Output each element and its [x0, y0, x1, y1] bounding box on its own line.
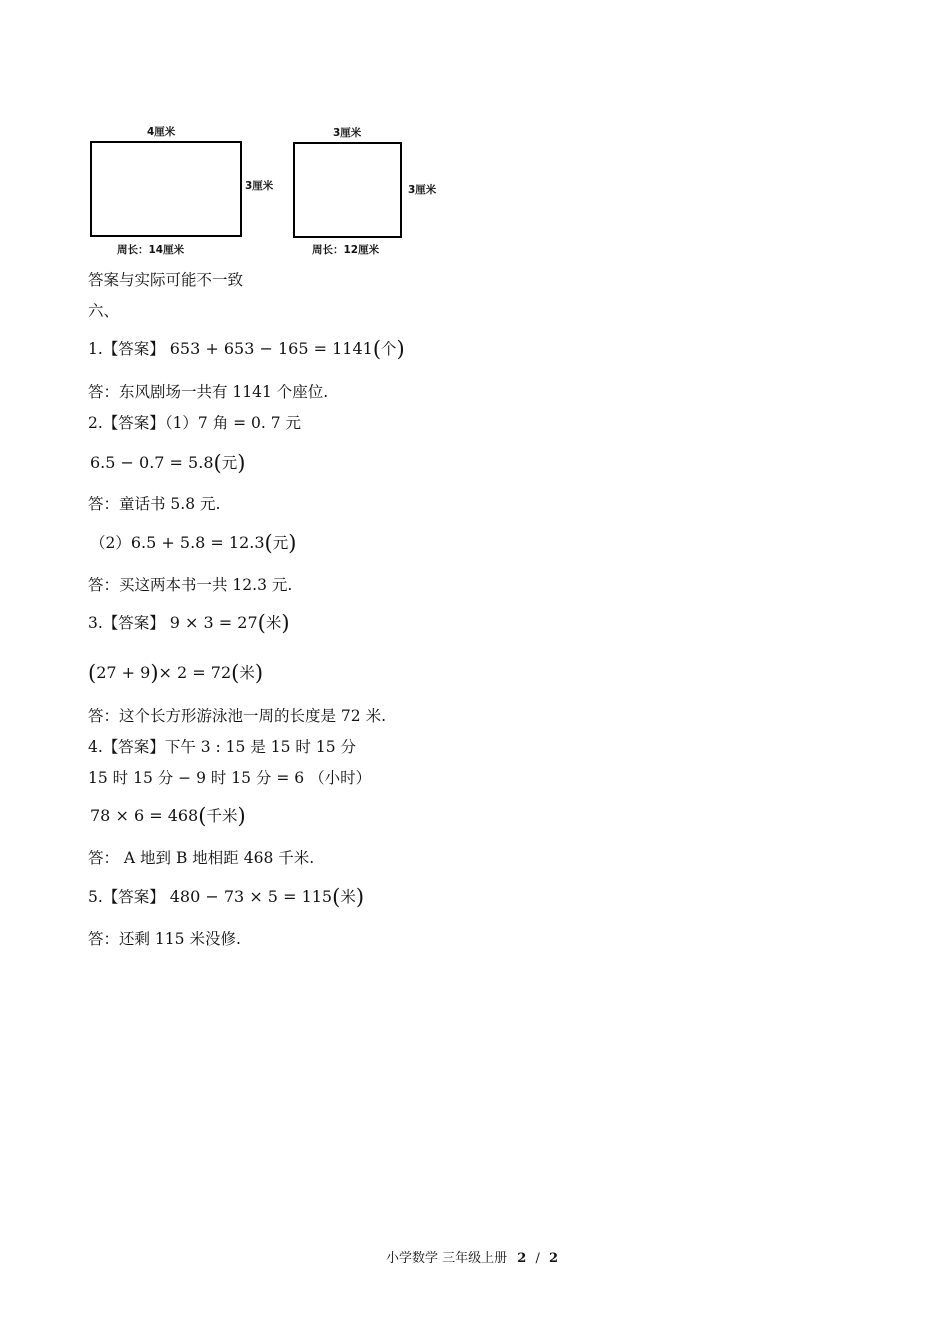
answer-tag: 【答案】: [102, 340, 165, 358]
answer-tag: 【答案】: [102, 414, 165, 432]
rect2-perimeter-label: 周长：12厘米: [312, 244, 380, 256]
answer-tag: 【答案】: [102, 888, 165, 906]
rect2-side-label: 3厘米: [408, 184, 437, 196]
q4-answer: 答： A 地到 B 地相距 468 千米.: [88, 849, 315, 867]
q4-line2: 15 时 15 分 − 9 时 15 分 = 6 （小时）: [88, 769, 372, 787]
q2-equation1: 6.5 − 0.7 = 5.8(元): [90, 451, 246, 475]
q3-equation2: (27 + 9)× 2 = 72(米): [88, 661, 264, 685]
note-text: 答案与实际可能不一致: [88, 271, 244, 289]
answer-tag: 【答案】: [102, 614, 165, 632]
q4-equation: 78 × 6 = 468(千米): [90, 804, 246, 828]
section-heading: 六、: [88, 302, 120, 320]
q2-equation2: （2）6.5 + 5.8 = 12.3(元): [90, 531, 297, 555]
rect1-perimeter-label: 周长：14厘米: [117, 244, 185, 256]
q2-part1: 2.【答案】（1）7 角 = 0. 7 元: [88, 414, 302, 432]
q2-answer1: 答：童话书 5.8 元.: [88, 495, 221, 513]
rectangle-3x3: [293, 142, 402, 238]
rect1-top-label: 4厘米: [147, 126, 176, 138]
rect1-side-label: 3厘米: [245, 180, 274, 192]
rect2-top-label: 3厘米: [333, 127, 362, 139]
q5-equation: 5.【答案】 480 − 73 × 5 = 115(米): [88, 885, 365, 909]
q5-answer: 答：还剩 115 米没修.: [88, 930, 241, 948]
page-footer: 小学数学 三年级上册 2 / 2: [386, 1251, 559, 1266]
q1-equation: 1.【答案】 653 + 653 − 165 = 1141(个): [88, 337, 405, 361]
page-total: 2: [549, 1251, 559, 1266]
page-number: 2: [517, 1251, 527, 1266]
q4-line1: 4.【答案】下午 3 : 15 是 15 时 15 分: [88, 738, 356, 756]
q2-answer2: 答：买这两本书一共 12.3 元.: [88, 576, 293, 594]
q1-answer: 答：东风剧场一共有 1141 个座位.: [88, 383, 329, 401]
answer-tag: 【答案】: [102, 738, 165, 756]
rectangle-4x3: [90, 141, 242, 237]
q3-equation1: 3.【答案】 9 × 3 = 27(米): [88, 611, 290, 635]
q3-answer: 答：这个长方形游泳池一周的长度是 72 米.: [88, 707, 387, 725]
